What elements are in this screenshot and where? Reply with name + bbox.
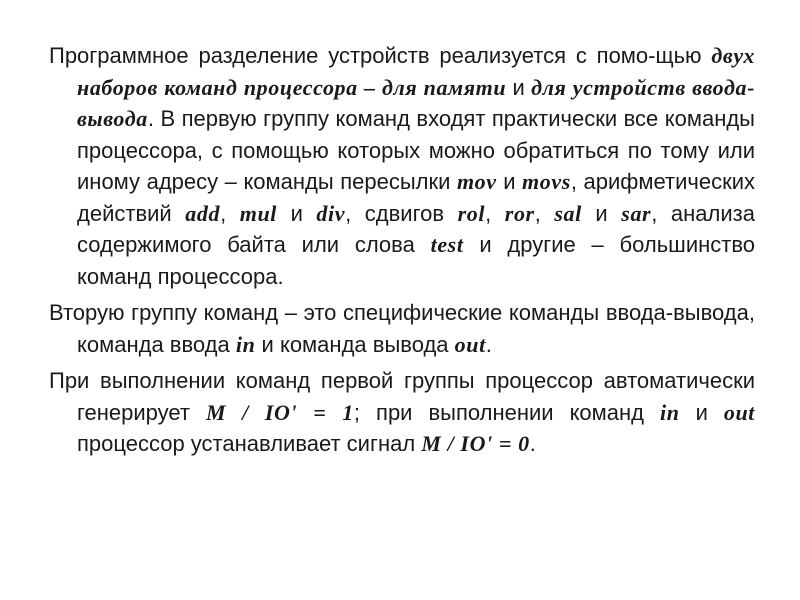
emphasized-term: для устройств ввода-вывода — [77, 74, 755, 131]
text-run: и другие – большинство команд процессора. — [77, 232, 756, 289]
text-run: и — [506, 74, 532, 100]
text-run: и — [581, 200, 622, 226]
text-run: Программное разделение устройств реализуется с помо-щью — [49, 43, 712, 68]
emphasized-term: двух наборов команд процессора – для памяти — [77, 43, 755, 100]
paragraph-io-commands — [49, 297, 755, 360]
text-run: . В первую группу команд входят практически все команды процессора, с помощью которых можно обратиться по тому или иному адресу – команды пересылки — [77, 106, 755, 194]
text-run: , сдвигов — [345, 200, 458, 226]
text-run: . — [485, 331, 492, 357]
emphasized-term: out — [723, 399, 756, 425]
text-run: и — [277, 200, 317, 226]
paragraph-io-separation — [49, 40, 755, 292]
text-run: ; при выполнении команд — [353, 399, 661, 425]
text-run: , — [534, 200, 555, 226]
emphasized-term: div — [316, 200, 346, 226]
text-run: , — [220, 200, 240, 226]
emphasized-term: M / IO' = 0 — [421, 431, 530, 456]
text-run: При выполнении команд первой группы процессор автоматически генерирует — [49, 368, 755, 425]
emphasized-term: sar — [621, 200, 652, 226]
text-run: и — [496, 169, 523, 194]
text-run: Вторую группу команд – это специфические команды ввода-вывода, команда ввода — [49, 300, 755, 357]
text-run: и команда вывода — [255, 331, 455, 357]
text-run: , анализа содержимого байта или слова — [77, 200, 755, 257]
emphasized-term: M / IO' = 1 — [206, 399, 354, 425]
text-run: , — [485, 200, 505, 226]
emphasized-term: in — [235, 331, 256, 357]
emphasized-term: movs — [522, 169, 571, 194]
emphasized-term: in — [660, 399, 680, 425]
paragraph-m-io-signal — [49, 365, 755, 460]
emphasized-term: mov — [456, 169, 497, 194]
slide-body — [49, 40, 755, 460]
emphasized-term: ror — [504, 200, 535, 226]
text-run: и — [679, 399, 724, 425]
emphasized-term: mul — [239, 200, 278, 226]
emphasized-term: add — [185, 200, 221, 226]
emphasized-term: test — [430, 232, 464, 257]
emphasized-term: rol — [457, 200, 486, 226]
text-run: . — [529, 431, 536, 456]
text-run: , арифметических действий — [77, 169, 755, 226]
emphasized-term: sal — [554, 200, 582, 226]
emphasized-term: out — [454, 331, 486, 357]
text-run: процессор устанавливает сигнал — [77, 431, 422, 456]
